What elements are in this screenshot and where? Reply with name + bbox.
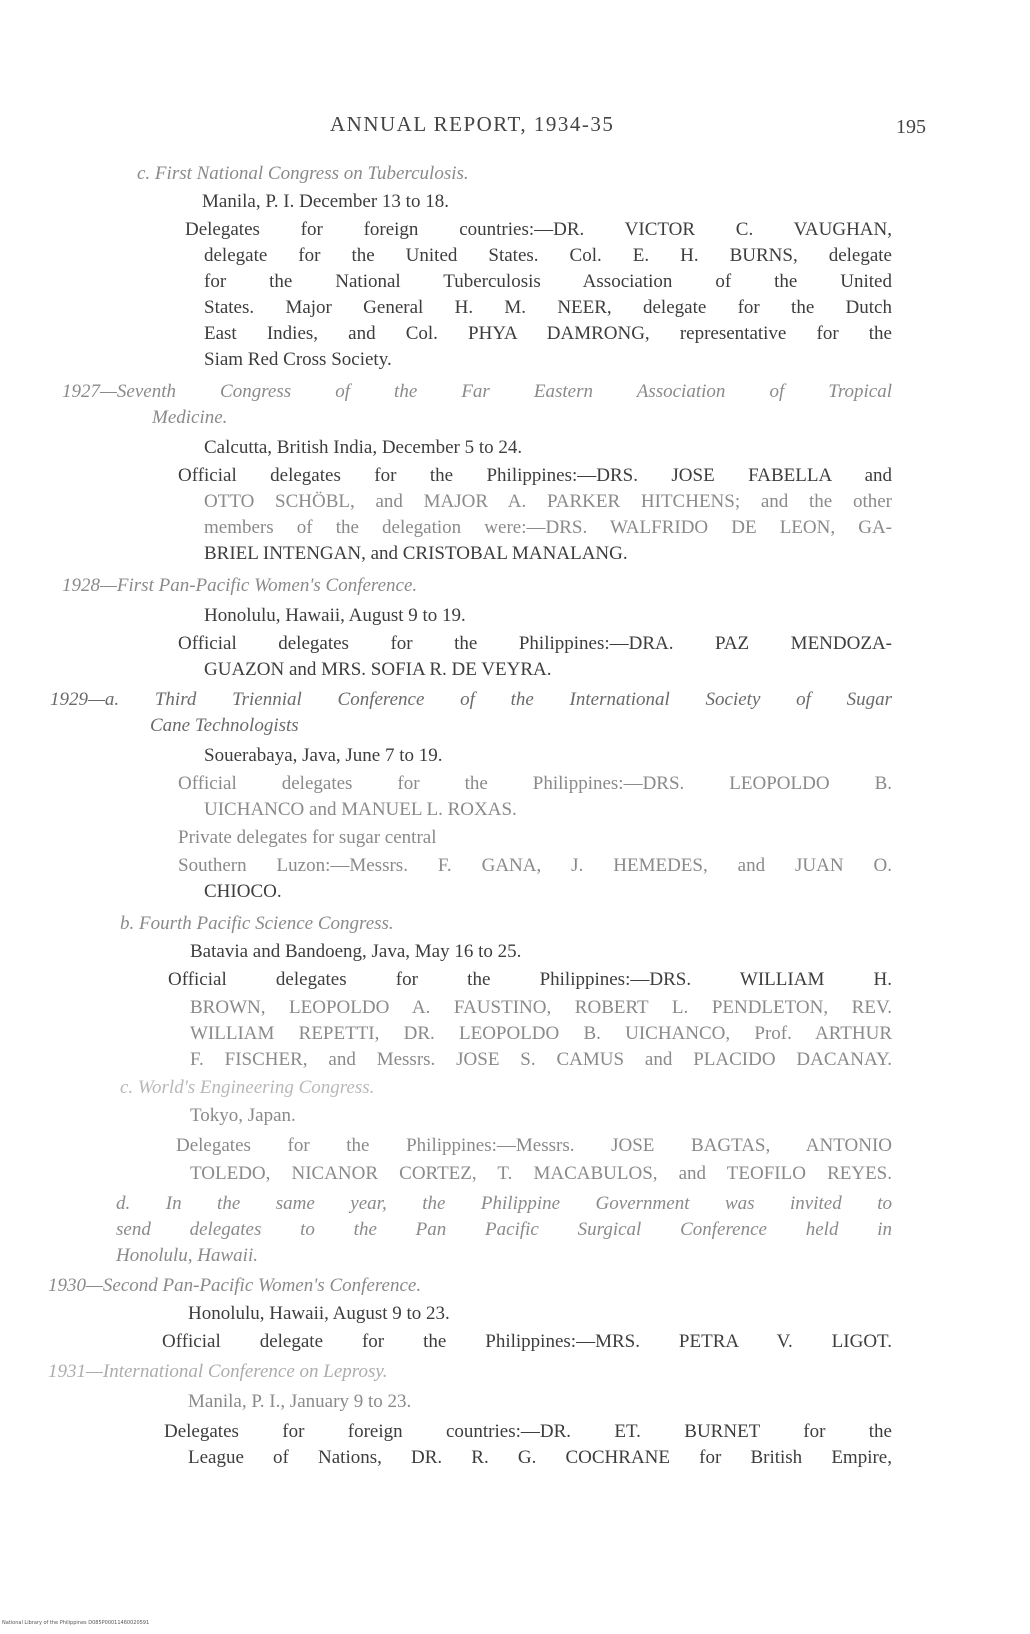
event-details: Tokyo, Japan. (190, 1105, 296, 1126)
body-line: F. FISCHER, and Messrs. JOSE S. CAMUS and PLACIDO DACANAY. (190, 1049, 892, 1070)
section-heading: Cane Technologists (150, 715, 299, 736)
section-heading: 1929—a. Third Triennial Conference of the International Society of Sugar (50, 689, 892, 710)
scan-footer: National Library of the Philippines D085P00011460020591 (2, 1620, 150, 1626)
body-line: Southern Luzon:—Messrs. F. GANA, J. HEMEDES, and JUAN O. (178, 855, 892, 876)
section-heading: Medicine. (152, 407, 228, 428)
section-heading: 1927—Seventh Congress of the Far Eastern Association of Tropical (62, 381, 892, 402)
body-line: Honolulu, Hawaii. (116, 1245, 258, 1266)
running-header (0, 112, 1030, 142)
body-line: Siam Red Cross Society. (204, 349, 392, 370)
body-line: Delegates for the Philippines:—Messrs. JOSE BAGTAS, ANTONIO (176, 1135, 892, 1156)
body-line: Official delegate for the Philippines:—MRS. PETRA V. LIGOT. (162, 1331, 892, 1352)
event-details: Batavia and Bandoeng, Java, May 16 to 25. (190, 941, 522, 962)
body-line: States. Major General H. M. NEER, delegate for the Dutch (204, 297, 892, 318)
event-details: Manila, P. I. December 13 to 18. (202, 191, 449, 212)
body-line: Delegates for foreign countries:—DR. ET. BURNET for the (164, 1421, 892, 1442)
section-heading: 1931—International Conference on Leprosy. (48, 1361, 388, 1382)
body-line: UICHANCO and MANUEL L. ROXAS. (204, 799, 517, 820)
body-line: WILLIAM REPETTI, DR. LEOPOLDO B. UICHANCO, Prof. ARTHUR (190, 1023, 892, 1044)
body-line: East Indies, and Col. PHYA DAMRONG, representative for the (204, 323, 892, 344)
body-line: members of the delegation were:—DRS. WALFRIDO DE LEON, GA- (204, 517, 892, 538)
body-line: Official delegates for the Philippines:—DRS. LEOPOLDO B. (178, 773, 892, 794)
section-heading: 1930—Second Pan-Pacific Women's Conference. (48, 1275, 422, 1296)
body-line: Official delegates for the Philippines:—DRS. JOSE FABELLA and (178, 465, 892, 486)
body-line: Delegates for foreign countries:—DR. VICTOR C. VAUGHAN, (185, 219, 892, 240)
body-line: Private delegates for sugar central (178, 827, 437, 848)
body-line: CHIOCO. (204, 881, 282, 902)
event-details: Manila, P. I., January 9 to 23. (188, 1391, 412, 1412)
page-number: 195 (896, 116, 926, 138)
body-line: Official delegates for the Philippines:—DRS. WILLIAM H. (168, 969, 892, 990)
event-details: Honolulu, Hawaii, August 9 to 19. (204, 605, 466, 626)
event-details: Calcutta, British India, December 5 to 24. (204, 437, 523, 458)
event-details: Honolulu, Hawaii, August 9 to 23. (188, 1303, 450, 1324)
body-line: d. In the same year, the Philippine Government was invited to (116, 1193, 892, 1214)
body-line: for the National Tuberculosis Association of the United (204, 271, 892, 292)
body-line: delegate for the United States. Col. E. H. BURNS, delegate (204, 245, 892, 266)
page-title: ANNUAL REPORT, 1934-35 (330, 112, 615, 136)
body-line: TOLEDO, NICANOR CORTEZ, T. MACABULOS, and TEOFILO REYES. (190, 1163, 892, 1184)
body-line: Official delegates for the Philippines:—DRA. PAZ MENDOZA- (178, 633, 892, 654)
body-line: BROWN, LEOPOLDO A. FAUSTINO, ROBERT L. PENDLETON, REV. (190, 997, 892, 1018)
body-line: send delegates to the Pan Pacific Surgical Conference held in (116, 1219, 892, 1240)
body-line: League of Nations, DR. R. G. COCHRANE for British Empire, (188, 1447, 892, 1468)
section-heading: b. Fourth Pacific Science Congress. (120, 913, 394, 934)
section-heading: c. World's Engineering Congress. (120, 1077, 375, 1098)
body-line: GUAZON and MRS. SOFIA R. DE VEYRA. (204, 659, 552, 680)
section-heading: c. First National Congress on Tuberculosis. (137, 163, 469, 184)
body-line: OTTO SCHÖBL, and MAJOR A. PARKER HITCHENS; and the other (204, 491, 892, 512)
body-line: BRIEL INTENGAN, and CRISTOBAL MANALANG. (204, 543, 628, 564)
event-details: Souerabaya, Java, June 7 to 19. (204, 745, 443, 766)
section-heading: 1928—First Pan-Pacific Women's Conference. (62, 575, 418, 596)
